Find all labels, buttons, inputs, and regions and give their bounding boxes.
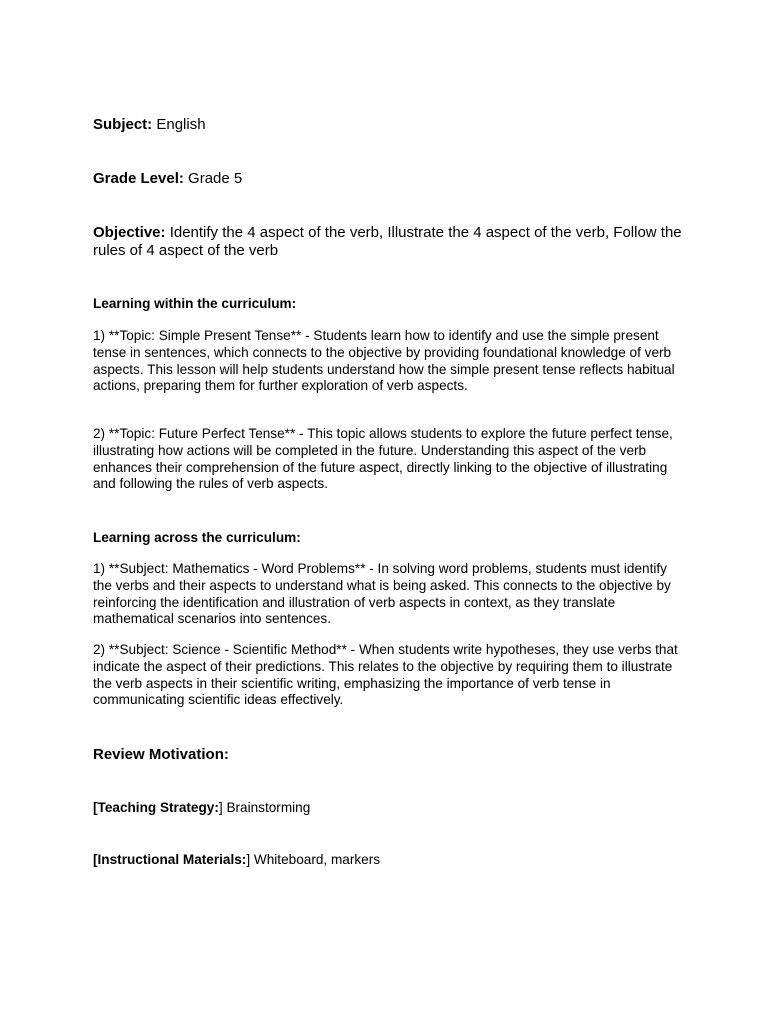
learning-across-item: 1) **Subject: Mathematics - Word Problems** - In solving word problems, students must identify the verbs and their aspects to understand what is being asked. This connects to the objective by reinforcing the identification and illustration of verb aspects in context, as they translate mathematical scenarios into sentences. (93, 561, 671, 627)
grade-level-line (93, 170, 683, 188)
subject-value: English (152, 116, 206, 133)
grade-level-label: Grade Level: (93, 170, 184, 187)
subject-label: Subject: (93, 116, 153, 133)
objective-value: Identify the 4 aspect of the verb, Illustrate the 4 aspect of the verb, Follow the rules of 4 aspect of the verb (93, 224, 682, 259)
objective-label: Objective: (93, 224, 166, 241)
learning-within-item: 1) **Topic: Simple Present Tense** - Students learn how to identify and use the simple present tense in sentences, which connects to the objective by providing foundational knowledge of verb aspects. This lesson will help students understand how the simple present tense reflects habitual actions, preparing them for further exploration of verb aspects. (93, 328, 675, 394)
grade-level-value: Grade 5 (183, 170, 243, 187)
learning-across-heading: Learning across the curriculum: (93, 530, 301, 545)
objective-line (93, 224, 683, 260)
teaching-strategy-line (93, 800, 683, 817)
instructional-materials-line (93, 852, 683, 869)
learning-across-item: 2) **Subject: Science - Scientific Method** - When students write hypotheses, they use verbs that indicate the aspect of their predictions. This relates to the objective by requiring them to illustrate the verb aspects in their scientific writing, emphasizing the importance of verb tense in communicating scientific ideas effectively. (93, 642, 678, 708)
subject-line (93, 116, 683, 134)
review-motivation-heading: Review Motivation: (93, 746, 229, 763)
teaching-strategy-value: ] Brainstorming (218, 800, 311, 815)
teaching-strategy-label: [Teaching Strategy: (93, 800, 219, 815)
instructional-materials-label: [Instructional Materials: (93, 852, 247, 867)
instructional-materials-value: ] Whiteboard, markers (246, 852, 381, 867)
learning-within-heading: Learning within the curriculum: (93, 296, 297, 311)
learning-within-item: 2) **Topic: Future Perfect Tense** - This topic allows students to explore the future perfect tense, illustrating how actions will be completed in the future. Understanding this aspect of the verb enhances their comprehension of the future aspect, directly linking to the objective of illustrating and following the rules of verb aspects. (93, 426, 673, 492)
